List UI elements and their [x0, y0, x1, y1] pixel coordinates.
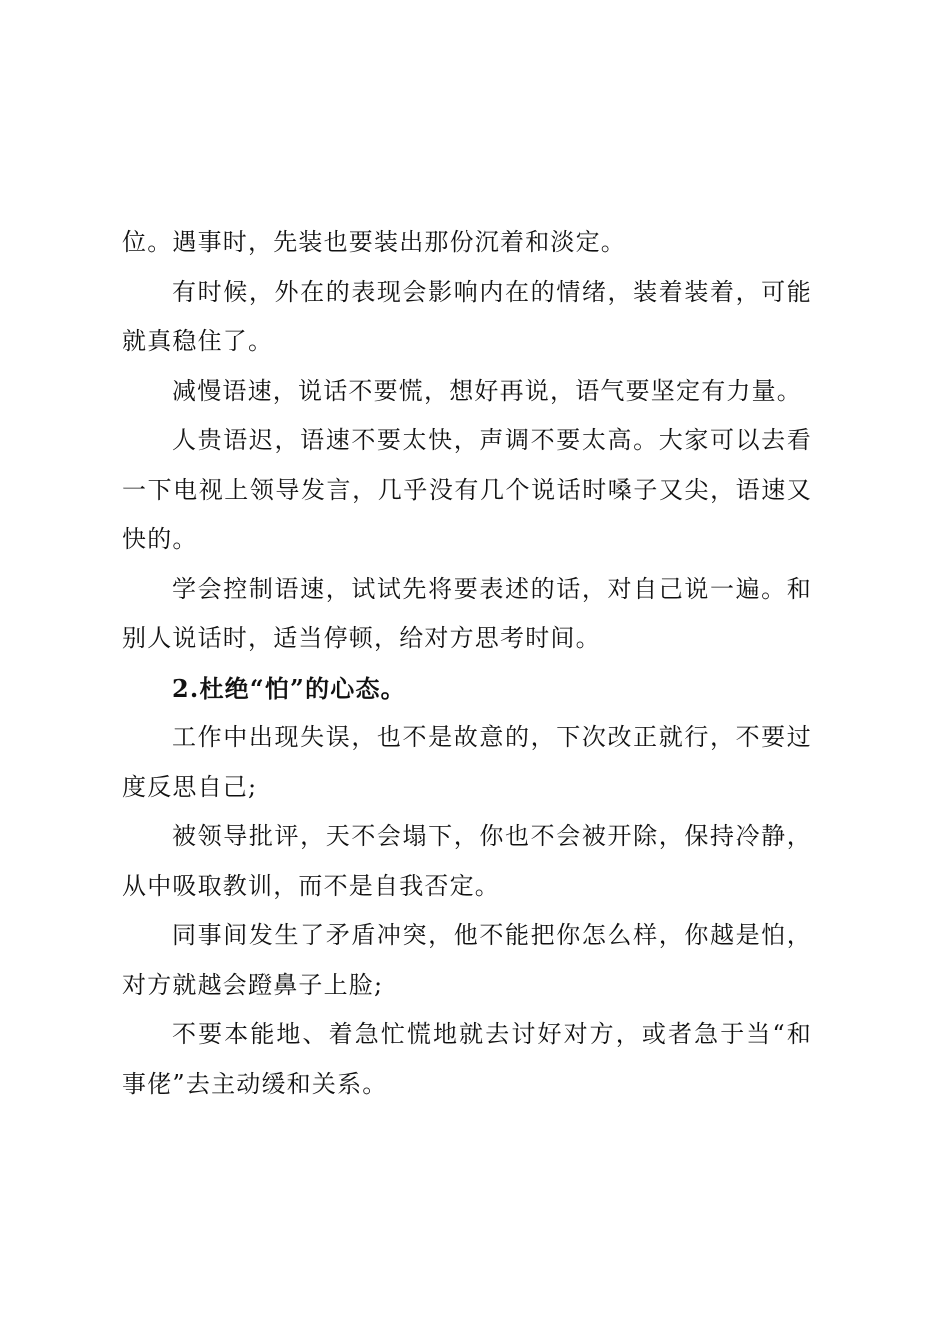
paragraph: 工作中出现失误，也不是故意的，下次改正就行，不要过度反思自己;: [122, 723, 812, 801]
paragraph: 同事间发生了矛盾冲突，他不能把你怎么样，你越是怕，对方就越会蹬鼻子上脸;: [122, 921, 812, 999]
document-body: [122, 218, 812, 1109]
paragraph: 学会控制语速，试试先将要表述的话，对自己说一遍。和别人说话时，适当停顿，给对方思考时间。: [122, 574, 812, 652]
paragraph: 有时候，外在的表现会影响内在的情绪，装着装着，可能就真稳住了。: [122, 277, 812, 355]
section-heading: 2.杜绝“怕”的心态。: [172, 673, 406, 703]
paragraph: 被领导批评，天不会塌下，你也不会被开除，保持冷静，从中吸取教训，而不是自我否定。: [122, 822, 812, 900]
paragraph: 不要本能地、着急忙慌地就去讨好对方，或者急于当“和事佬”去主动缓和关系。: [122, 1020, 812, 1098]
paragraph-continuation: 位。遇事时，先装也要装出那份沉着和淡定。: [122, 228, 626, 256]
paragraph: 减慢语速，说话不要慌，想好再说，语气要坚定有力量。: [172, 376, 802, 405]
paragraph: 人贵语迟，语速不要太快，声调不要太高。大家可以去看一下电视上领导发言，几乎没有几个说话时嗓子又尖，语速又快的。: [122, 426, 812, 553]
